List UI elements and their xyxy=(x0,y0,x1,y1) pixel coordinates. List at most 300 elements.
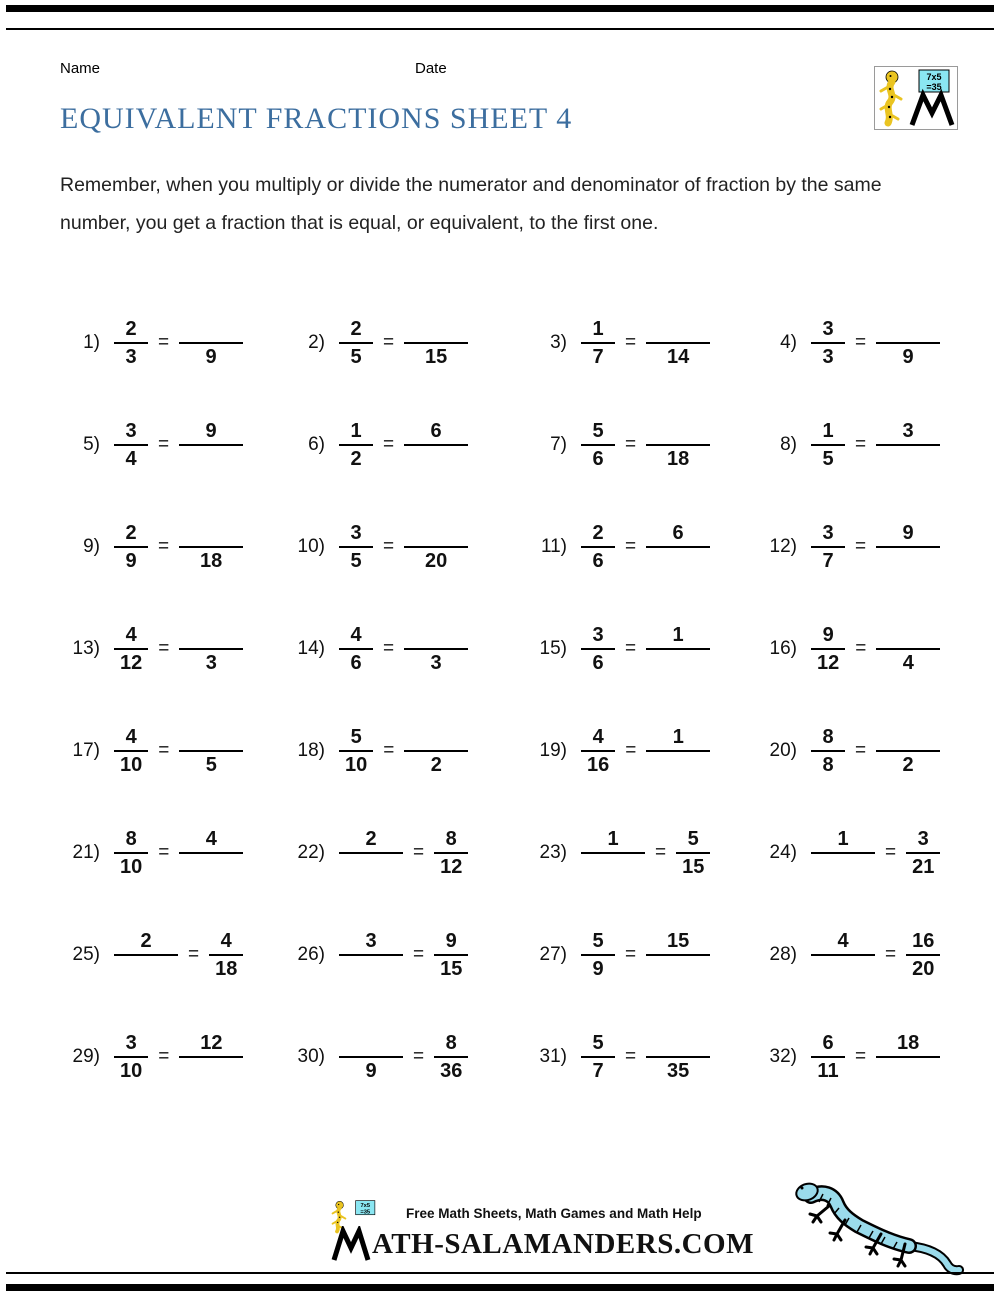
left-fraction xyxy=(581,520,615,575)
left-fraction xyxy=(581,826,645,881)
denominator: 15 xyxy=(424,346,448,369)
equals-sign: = xyxy=(158,740,170,761)
denominator-blank xyxy=(430,446,442,472)
denominator: 10 xyxy=(120,856,143,879)
numerator: 3 xyxy=(350,521,362,544)
denominator: 10 xyxy=(120,754,143,777)
numerator: 9 xyxy=(822,623,834,646)
problems-grid xyxy=(60,292,964,1108)
numerator: 8 xyxy=(822,725,834,748)
bottom-border-thick xyxy=(6,1284,994,1291)
numerator: 2 xyxy=(592,521,604,544)
right-fraction xyxy=(906,826,940,881)
problem-2 xyxy=(285,292,527,394)
equals-sign: = xyxy=(625,536,637,557)
problem-number: 29) xyxy=(72,1046,100,1067)
top-border-thick xyxy=(6,5,994,12)
problem-number: 13) xyxy=(72,638,100,659)
left-fraction xyxy=(581,928,615,983)
numerator: 3 xyxy=(822,521,834,544)
problem-30 xyxy=(285,1006,527,1108)
denominator: 3 xyxy=(125,346,137,369)
right-fraction xyxy=(434,928,468,983)
equals-sign: = xyxy=(158,536,170,557)
numerator: 4 xyxy=(205,827,217,850)
denominator: 5 xyxy=(205,754,217,777)
page-title: EQUIVALENT FRACTIONS SHEET 4 xyxy=(60,102,573,135)
problem-18 xyxy=(285,700,527,802)
calculator-text-line1: 7x5 xyxy=(360,1203,371,1210)
right-fraction xyxy=(646,520,710,575)
problem-number: 7) xyxy=(550,434,567,455)
denominator: 16 xyxy=(587,754,610,777)
numerator-blank xyxy=(430,520,442,546)
numerator: 8 xyxy=(445,827,457,850)
numerator: 5 xyxy=(350,725,362,748)
problem-number: 24) xyxy=(769,842,797,863)
problem-number: 23) xyxy=(539,842,567,863)
numerator: 2 xyxy=(125,317,137,340)
right-fraction xyxy=(179,724,243,779)
left-fraction xyxy=(339,622,373,677)
left-fraction xyxy=(811,418,845,473)
denominator: 10 xyxy=(345,754,368,777)
equals-sign: = xyxy=(413,944,425,965)
problem-7 xyxy=(527,394,757,496)
numerator: 5 xyxy=(592,1031,604,1054)
numerator: 9 xyxy=(445,929,457,952)
numerator-blank xyxy=(902,316,914,342)
problem-number: 16) xyxy=(769,638,797,659)
equals-sign: = xyxy=(855,1046,867,1067)
numerator-blank xyxy=(902,724,914,750)
m-logo-icon xyxy=(912,95,952,125)
problem-31 xyxy=(527,1006,757,1108)
equals-sign: = xyxy=(625,944,637,965)
problem-9 xyxy=(60,496,285,598)
numerator-blank xyxy=(672,418,684,444)
right-fraction xyxy=(646,724,710,779)
denominator-blank xyxy=(672,548,684,574)
left-fraction xyxy=(811,1030,845,1085)
denominator: 3 xyxy=(822,346,834,369)
denominator: 9 xyxy=(205,346,217,369)
numerator-blank xyxy=(205,520,217,546)
numerator: 3 xyxy=(125,419,137,442)
problem-13 xyxy=(60,598,285,700)
footer-branding xyxy=(330,1194,754,1262)
problem-8 xyxy=(757,394,964,496)
logo-graphic xyxy=(876,67,956,129)
problem-1 xyxy=(60,292,285,394)
left-fraction xyxy=(339,724,373,779)
right-fraction xyxy=(179,1030,243,1085)
problem-number: 20) xyxy=(769,740,797,761)
denominator: 14 xyxy=(666,346,690,369)
right-fraction xyxy=(876,520,940,575)
numerator: 3 xyxy=(125,1031,137,1054)
denominator-blank xyxy=(365,854,377,880)
problem-25 xyxy=(60,904,285,1006)
denominator: 6 xyxy=(592,550,604,573)
left-fraction xyxy=(339,316,373,371)
right-fraction xyxy=(404,316,468,371)
numerator: 1 xyxy=(592,317,604,340)
denominator: 7 xyxy=(592,346,604,369)
equals-sign: = xyxy=(383,638,395,659)
problem-29 xyxy=(60,1006,285,1108)
denominator: 6 xyxy=(592,448,604,471)
problem-27 xyxy=(527,904,757,1006)
right-fraction xyxy=(876,418,940,473)
left-fraction xyxy=(811,724,845,779)
problem-number: 30) xyxy=(297,1046,325,1067)
numerator: 5 xyxy=(592,419,604,442)
left-fraction xyxy=(114,418,148,473)
salamander-icon xyxy=(881,71,901,123)
problem-number: 21) xyxy=(72,842,100,863)
equals-sign: = xyxy=(855,434,867,455)
left-fraction xyxy=(114,316,148,371)
footer-tagline: Free Math Sheets, Math Games and Math Help xyxy=(406,1206,702,1221)
right-fraction xyxy=(876,1030,940,1085)
denominator: 15 xyxy=(440,958,463,981)
problem-5 xyxy=(60,394,285,496)
problem-number: 32) xyxy=(769,1046,797,1067)
numerator: 9 xyxy=(205,419,217,442)
denominator: 5 xyxy=(822,448,834,471)
left-fraction xyxy=(114,724,148,779)
problem-number: 10) xyxy=(297,536,325,557)
equals-sign: = xyxy=(855,536,867,557)
right-fraction xyxy=(179,418,243,473)
equals-sign: = xyxy=(158,842,170,863)
denominator: 20 xyxy=(424,550,448,573)
problem-15 xyxy=(527,598,757,700)
numerator-blank xyxy=(205,316,217,342)
problem-26 xyxy=(285,904,527,1006)
denominator: 5 xyxy=(350,550,362,573)
denominator: 7 xyxy=(822,550,834,573)
denominator: 2 xyxy=(430,754,442,777)
denominator-blank xyxy=(902,446,914,472)
denominator: 18 xyxy=(199,550,223,573)
problem-number: 26) xyxy=(297,944,325,965)
problem-number: 19) xyxy=(539,740,567,761)
left-fraction xyxy=(114,622,148,677)
problem-23 xyxy=(527,802,757,904)
numerator-blank xyxy=(430,316,442,342)
denominator-blank xyxy=(672,956,684,982)
problem-21 xyxy=(60,802,285,904)
numerator: 3 xyxy=(365,929,377,952)
left-fraction xyxy=(811,622,845,677)
problem-4 xyxy=(757,292,964,394)
denominator: 21 xyxy=(912,856,935,879)
problem-number: 25) xyxy=(72,944,100,965)
top-border-thin xyxy=(6,28,994,30)
denominator-blank xyxy=(837,854,849,880)
right-fraction xyxy=(646,316,710,371)
numerator: 4 xyxy=(592,725,604,748)
problem-number: 6) xyxy=(308,434,325,455)
equals-sign: = xyxy=(855,740,867,761)
right-fraction xyxy=(179,520,243,575)
denominator: 9 xyxy=(125,550,137,573)
equals-sign: = xyxy=(413,1046,425,1067)
denominator-blank xyxy=(607,854,619,880)
denominator: 2 xyxy=(350,448,362,471)
denominator-blank xyxy=(205,854,217,880)
problem-32 xyxy=(757,1006,964,1108)
left-fraction xyxy=(339,520,373,575)
left-fraction xyxy=(114,520,148,575)
equals-sign: = xyxy=(625,1046,637,1067)
numerator: 9 xyxy=(902,521,914,544)
right-fraction xyxy=(906,928,940,983)
left-fraction xyxy=(811,520,845,575)
left-fraction xyxy=(811,826,875,881)
left-fraction xyxy=(581,622,615,677)
problem-number: 22) xyxy=(297,842,325,863)
numerator: 6 xyxy=(672,521,684,544)
calculator-text-line2: =35 xyxy=(926,82,942,92)
equals-sign: = xyxy=(885,842,897,863)
problem-number: 3) xyxy=(550,332,567,353)
left-fraction xyxy=(114,928,178,983)
name-label: Name xyxy=(60,60,101,77)
denominator: 4 xyxy=(902,652,914,675)
numerator: 2 xyxy=(365,827,377,850)
denominator: 9 xyxy=(365,1060,377,1083)
numerator: 4 xyxy=(220,929,232,952)
numerator-blank xyxy=(672,1030,684,1056)
equals-sign: = xyxy=(158,332,170,353)
numerator: 12 xyxy=(200,1031,223,1054)
right-fraction xyxy=(646,622,710,677)
problem-number: 17) xyxy=(72,740,100,761)
equals-sign: = xyxy=(855,332,867,353)
denominator-blank xyxy=(902,548,914,574)
right-fraction xyxy=(646,928,710,983)
equals-sign: = xyxy=(158,434,170,455)
left-fraction xyxy=(811,928,875,983)
numerator: 16 xyxy=(912,929,935,952)
right-fraction xyxy=(876,724,940,779)
problem-20 xyxy=(757,700,964,802)
bottom-border-thin xyxy=(6,1272,994,1274)
equals-sign: = xyxy=(383,740,395,761)
problem-number: 18) xyxy=(297,740,325,761)
left-fraction xyxy=(581,1030,615,1085)
numerator: 5 xyxy=(592,929,604,952)
equals-sign: = xyxy=(655,842,667,863)
problem-28 xyxy=(757,904,964,1006)
right-fraction xyxy=(876,316,940,371)
right-fraction xyxy=(179,826,243,881)
problem-number: 1) xyxy=(83,332,100,353)
numerator: 4 xyxy=(125,725,137,748)
denominator: 9 xyxy=(592,958,604,981)
denominator: 8 xyxy=(822,754,834,777)
equals-sign: = xyxy=(625,638,637,659)
denominator-blank xyxy=(837,956,849,982)
right-fraction xyxy=(404,520,468,575)
denominator-blank xyxy=(672,650,684,676)
numerator: 1 xyxy=(672,623,684,646)
denominator: 20 xyxy=(912,958,935,981)
numerator: 3 xyxy=(822,317,834,340)
numerator: 3 xyxy=(592,623,604,646)
numerator: 1 xyxy=(672,725,684,748)
instructions-text: Remember, when you multiply or divide the numerator and denominator of fraction by the same number, you get a fraction that is equal, or equivalent, to the first one. xyxy=(60,174,882,234)
problem-24 xyxy=(757,802,964,904)
denominator: 35 xyxy=(666,1060,690,1083)
problem-22 xyxy=(285,802,527,904)
problem-number: 2) xyxy=(308,332,325,353)
denominator: 36 xyxy=(440,1060,463,1083)
problem-17 xyxy=(60,700,285,802)
denominator: 18 xyxy=(666,448,690,471)
numerator: 2 xyxy=(125,521,137,544)
denominator-blank xyxy=(205,1058,217,1084)
equals-sign: = xyxy=(188,944,200,965)
denominator: 2 xyxy=(902,754,914,777)
left-fraction xyxy=(114,1030,148,1085)
numerator-blank xyxy=(672,316,684,342)
denominator: 3 xyxy=(430,652,442,675)
numerator-blank xyxy=(365,1030,377,1056)
equals-sign: = xyxy=(855,638,867,659)
right-fraction xyxy=(179,316,243,371)
salamander-illustration xyxy=(789,1176,964,1281)
right-fraction xyxy=(404,724,468,779)
numerator: 6 xyxy=(430,419,442,442)
denominator: 12 xyxy=(817,652,840,675)
numerator: 2 xyxy=(350,317,362,340)
problem-number: 27) xyxy=(539,944,567,965)
equals-sign: = xyxy=(625,434,637,455)
left-fraction xyxy=(339,418,373,473)
left-fraction xyxy=(114,826,148,881)
problem-10 xyxy=(285,496,527,598)
math-salamanders-logo xyxy=(874,66,958,130)
site-wordmark: ATH-SALAMANDERS.COM xyxy=(372,1228,754,1260)
denominator: 9 xyxy=(902,346,914,369)
numerator-blank xyxy=(430,724,442,750)
numerator: 4 xyxy=(125,623,137,646)
numerator: 4 xyxy=(350,623,362,646)
left-fraction xyxy=(339,928,403,983)
problem-number: 15) xyxy=(539,638,567,659)
problem-number: 9) xyxy=(83,536,100,557)
numerator-blank xyxy=(430,622,442,648)
numerator-blank xyxy=(205,724,217,750)
equals-sign: = xyxy=(885,944,897,965)
denominator: 12 xyxy=(440,856,463,879)
equals-sign: = xyxy=(625,740,637,761)
left-fraction xyxy=(339,826,403,881)
left-fraction xyxy=(811,316,845,371)
equals-sign: = xyxy=(383,536,395,557)
denominator: 10 xyxy=(120,1060,143,1083)
right-fraction xyxy=(646,1030,710,1085)
numerator: 4 xyxy=(837,929,849,952)
right-fraction xyxy=(876,622,940,677)
right-fraction xyxy=(404,418,468,473)
right-fraction xyxy=(676,826,710,881)
problem-number: 5) xyxy=(83,434,100,455)
denominator-blank xyxy=(902,1058,914,1084)
left-fraction xyxy=(581,316,615,371)
problem-number: 31) xyxy=(539,1046,567,1067)
problem-number: 4) xyxy=(780,332,797,353)
left-fraction xyxy=(581,724,615,779)
problem-number: 12) xyxy=(769,536,797,557)
numerator-blank xyxy=(205,622,217,648)
numerator: 5 xyxy=(687,827,699,850)
right-fraction xyxy=(646,418,710,473)
denominator: 6 xyxy=(592,652,604,675)
numerator: 1 xyxy=(350,419,362,442)
numerator: 1 xyxy=(822,419,834,442)
calculator-text-line2: =35 xyxy=(360,1209,371,1216)
problem-number: 11) xyxy=(540,536,567,557)
numerator: 18 xyxy=(896,1031,920,1054)
denominator: 18 xyxy=(215,958,238,981)
numerator: 1 xyxy=(837,827,849,850)
numerator: 3 xyxy=(917,827,929,850)
calculator-text-line1: 7x5 xyxy=(926,72,942,82)
denominator-blank xyxy=(672,752,684,778)
right-fraction xyxy=(434,1030,468,1085)
denominator-blank xyxy=(205,446,217,472)
numerator: 2 xyxy=(140,929,152,952)
equals-sign: = xyxy=(158,1046,170,1067)
left-fraction xyxy=(581,418,615,473)
numerator-blank xyxy=(902,622,914,648)
numerator: 1 xyxy=(607,827,619,850)
denominator: 15 xyxy=(682,856,705,879)
equals-sign: = xyxy=(383,332,395,353)
denominator: 11 xyxy=(817,1060,839,1083)
numerator: 8 xyxy=(445,1031,457,1054)
equals-sign: = xyxy=(413,842,425,863)
denominator: 7 xyxy=(592,1060,604,1083)
equals-sign: = xyxy=(625,332,637,353)
problem-number: 28) xyxy=(769,944,797,965)
denominator: 6 xyxy=(350,652,362,675)
denominator-blank xyxy=(140,956,152,982)
right-fraction xyxy=(179,622,243,677)
problem-12 xyxy=(757,496,964,598)
equals-sign: = xyxy=(383,434,395,455)
date-label: Date xyxy=(415,60,447,77)
equals-sign: = xyxy=(158,638,170,659)
problem-11 xyxy=(527,496,757,598)
problem-3 xyxy=(527,292,757,394)
numerator: 3 xyxy=(902,419,914,442)
right-fraction xyxy=(209,928,243,983)
m-logo-icon xyxy=(330,1226,372,1262)
numerator: 8 xyxy=(125,827,137,850)
problem-number: 14) xyxy=(297,638,325,659)
problem-number: 8) xyxy=(780,434,797,455)
denominator: 12 xyxy=(120,652,143,675)
denominator-blank xyxy=(365,956,377,982)
problem-6 xyxy=(285,394,527,496)
right-fraction xyxy=(404,622,468,677)
